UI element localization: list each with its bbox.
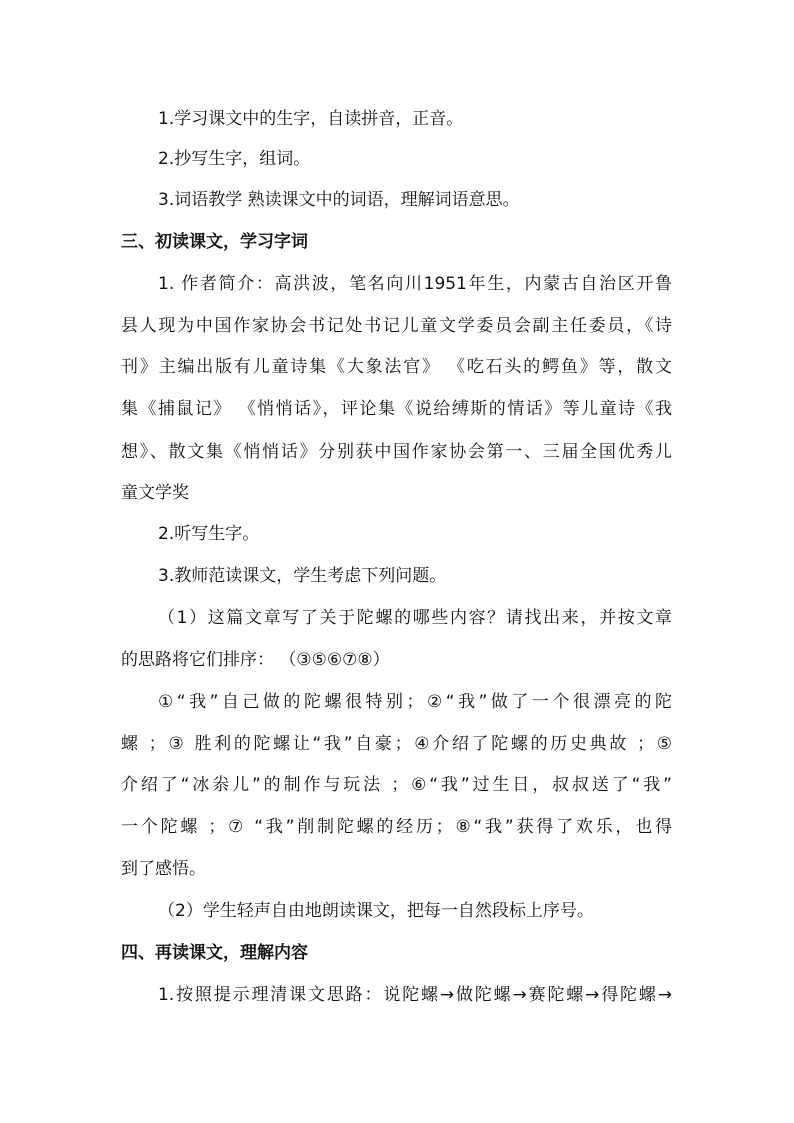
step-3-line: 3.词语教学 熟读课文中的词语，理解词语意思。 xyxy=(158,190,520,210)
options-line-5: 到了感悟。 xyxy=(121,859,206,879)
author-intro-line-1: 1. 作者简介：高洪波，笔名向川1951年生，内蒙古自治区开鲁 xyxy=(158,274,672,294)
question-1-line-2: 的思路将它们排序： （③⑤⑥⑦⑧） xyxy=(121,650,390,670)
question-2-line: （2）学生轻声自由地朗读课文，把每一自然段标上序号。 xyxy=(158,901,594,921)
author-intro-line-5: 想》、散文集《悄悄话》分别获中国作家协会第一、三届全国优秀儿 xyxy=(121,442,672,462)
options-line-2: 螺 ；③ 胜利的陀螺让“我”自豪；④介绍了陀螺的历史典故 ；⑤ xyxy=(121,734,672,754)
options-line-1: ①“我”自己做的陀螺很特别；②“我”做了一个很漂亮的陀 xyxy=(158,692,672,712)
author-intro-line-4: 集《捕鼠记》 《悄悄话》，评论集《说给缚斯的情话》等儿童诗《我 xyxy=(121,399,672,419)
dictation-line: 2.听写生字。 xyxy=(158,524,260,544)
options-line-4: 一个陀螺 ；⑦ “我”削制陀螺的经历；⑧“我”获得了欢乐，也得 xyxy=(121,817,672,837)
teacher-reading-line: 3.教师范读课文，学生考虑下列问题。 xyxy=(158,566,447,586)
author-intro-line-3: 刊》主编出版有儿童诗集《大象法官》 《吃石头的鳄鱼》等，散文 xyxy=(121,357,672,377)
step-2-line: 2.抄写生字，组词。 xyxy=(158,149,311,169)
step-1-line: 1.学习课文中的生字，自读拼音，正音。 xyxy=(158,109,464,129)
section-3-heading: 三、初读课文，学习字词 xyxy=(121,232,308,252)
options-line-3: 介绍了“冰尜儿”的制作与玩法 ；⑥“我”过生日，叔叔送了“我” xyxy=(121,775,672,795)
section-4-heading: 四、再读课文，理解内容 xyxy=(121,943,308,963)
structure-line: 1.按照提示理清课文思路：说陀螺→做陀螺→赛陀螺→得陀螺→ xyxy=(158,985,672,1005)
question-1-line-1: （1）这篇文章写了关于陀螺的哪些内容？请找出来，并按文章 xyxy=(158,608,672,628)
author-intro-line-6: 童文学奖 xyxy=(121,483,189,503)
author-intro-line-2: 县人现为中国作家协会书记处书记儿童文学委员会副主任委员，《诗 xyxy=(121,316,672,336)
